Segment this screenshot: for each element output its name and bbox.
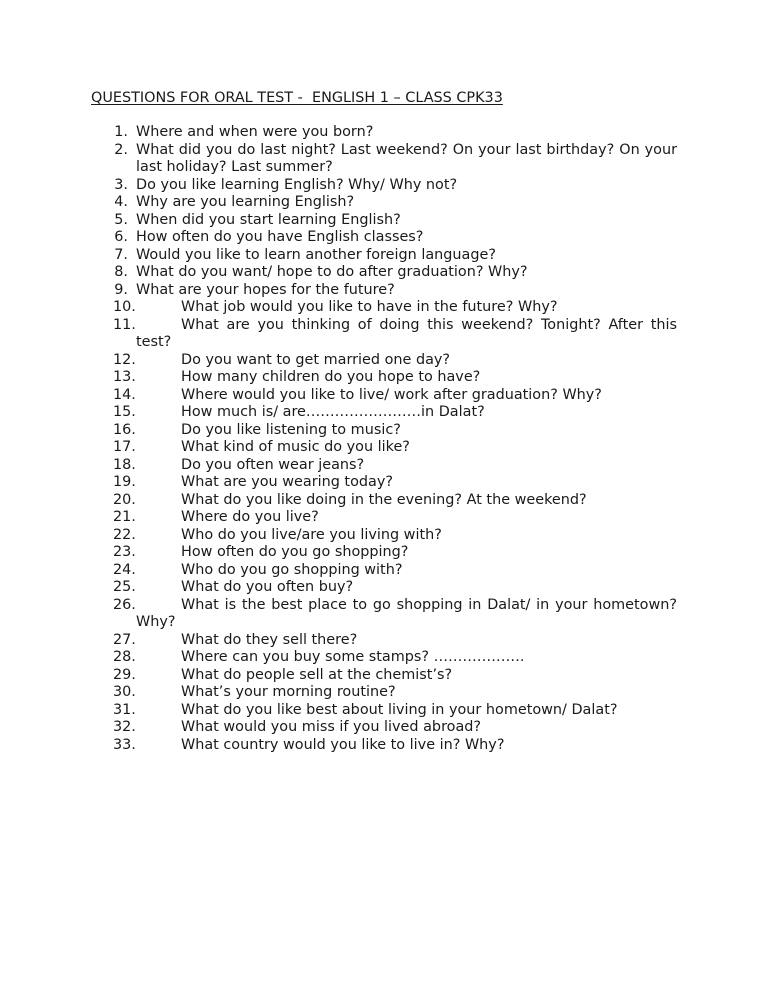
item-number: 29. — [113, 666, 136, 683]
item-text: Do you want to get married one day? — [181, 351, 451, 368]
item-number: 10. — [113, 299, 136, 315]
item-text: What do you like best about living in your hometown/ Dalat? — [181, 701, 618, 718]
item-number: 11. — [113, 316, 136, 333]
list-item — [113, 649, 677, 667]
item-number: 28. — [113, 649, 136, 665]
item-text: What is the best place to go shopping in Dalat/ in your hometown? Why? — [136, 596, 677, 630]
item-number: 3. — [114, 176, 128, 193]
list-item — [113, 456, 677, 475]
item-text: What country would you like to live in? Why? — [181, 736, 505, 753]
list-item — [113, 701, 677, 720]
item-number: 7. — [114, 246, 128, 263]
list-item — [114, 229, 677, 247]
item-number: 25. — [113, 579, 136, 595]
list-item — [113, 439, 677, 457]
item-number: 17. — [113, 439, 136, 455]
list-item — [113, 509, 677, 527]
item-number: 31. — [113, 701, 136, 718]
item-number: 8. — [114, 264, 128, 280]
list-item — [114, 281, 677, 300]
item-number: 19. — [113, 474, 136, 490]
item-text: What kind of music do you like? — [181, 439, 410, 455]
page-title: QUESTIONS FOR ORAL TEST - ENGLISH 1 – CLASS CPK33 — [91, 90, 503, 106]
item-number: 5. — [114, 211, 128, 228]
list-item — [113, 299, 677, 317]
item-text: How much is/ are……………………in Dalat? — [181, 404, 485, 420]
item-text: What do you often buy? — [181, 579, 354, 595]
item-number: 15. — [113, 404, 136, 420]
item-text: How often do you go shopping? — [181, 544, 409, 560]
item-number: 4. — [114, 194, 128, 210]
item-number: 24. — [113, 561, 136, 578]
item-text: Where and when were you born? — [136, 124, 374, 140]
list-item — [113, 526, 677, 545]
list-item — [113, 561, 677, 580]
item-text: What are you wearing today? — [181, 474, 393, 490]
item-text: Do you like learning English? Why/ Why not? — [136, 176, 458, 193]
item-text: Do you like listening to music? — [181, 421, 401, 438]
list-item — [113, 596, 677, 632]
list-item — [114, 141, 677, 177]
list-item — [113, 631, 677, 650]
list-item — [113, 544, 677, 562]
list-item — [114, 194, 677, 212]
item-number: 20. — [113, 491, 136, 508]
item-number: 13. — [113, 369, 136, 385]
item-text: What are you thinking of doing this weekend? Tonight? After this test? — [136, 316, 677, 350]
item-number: 32. — [113, 719, 136, 735]
list-item — [114, 246, 677, 265]
list-item — [114, 124, 677, 142]
item-number: 2. — [114, 141, 128, 158]
item-text: Would you like to learn another foreign language? — [136, 246, 496, 263]
item-text: What’s your morning routine? — [181, 684, 396, 700]
item-number: 27. — [113, 631, 136, 648]
list-item — [113, 579, 677, 597]
item-text: Do you often wear jeans? — [181, 456, 365, 473]
list-item — [113, 491, 677, 510]
list-item — [114, 264, 677, 282]
item-number: 18. — [113, 456, 136, 473]
item-text: When did you start learning English? — [136, 211, 401, 228]
item-text: Where would you like to live/ work after graduation? Why? — [181, 386, 602, 403]
list-item — [113, 421, 677, 440]
list-item — [113, 316, 677, 352]
item-number: 21. — [113, 509, 136, 525]
item-text: What are your hopes for the future? — [136, 281, 395, 298]
item-number: 1. — [114, 124, 128, 140]
item-text: What would you miss if you lived abroad? — [181, 719, 482, 735]
item-number: 12. — [113, 351, 136, 368]
list-item — [113, 386, 677, 405]
item-text: Where do you live? — [181, 509, 319, 525]
list-item — [113, 736, 677, 755]
item-number: 6. — [114, 229, 128, 245]
list-item — [113, 351, 677, 370]
list-item — [114, 211, 677, 230]
question-list — [0, 124, 768, 754]
item-number: 23. — [113, 544, 136, 560]
item-text: How often do you have English classes? — [136, 229, 424, 245]
item-text: Who do you live/are you living with? — [181, 526, 442, 543]
item-number: 30. — [113, 684, 136, 700]
list-item — [113, 369, 677, 387]
list-item — [114, 176, 677, 195]
item-number: 26. — [113, 596, 136, 613]
item-text: Who do you go shopping with? — [181, 561, 403, 578]
item-text: What do you like doing in the evening? At the weekend? — [181, 491, 587, 508]
list-item — [113, 719, 677, 737]
item-number: 33. — [113, 736, 136, 753]
list-item — [113, 474, 677, 492]
item-text: Why are you learning English? — [136, 194, 355, 210]
item-number: 16. — [113, 421, 136, 438]
item-text: Where can you buy some stamps? ………………. — [181, 649, 525, 665]
item-text: How many children do you hope to have? — [181, 369, 481, 385]
item-text: What do you want/ hope to do after graduation? Why? — [136, 264, 528, 280]
list-item — [113, 404, 677, 422]
item-number: 9. — [114, 281, 128, 298]
list-item — [113, 666, 677, 685]
item-number: 14. — [113, 386, 136, 403]
item-text: What did you do last night? Last weekend? On your last birthday? On your last holiday? Last summer? — [136, 141, 677, 175]
item-text: What job would you like to have in the future? Why? — [181, 299, 558, 315]
item-number: 22. — [113, 526, 136, 543]
item-text: What do people sell at the chemist’s? — [181, 666, 453, 683]
list-item — [113, 684, 677, 702]
item-text: What do they sell there? — [181, 631, 358, 648]
